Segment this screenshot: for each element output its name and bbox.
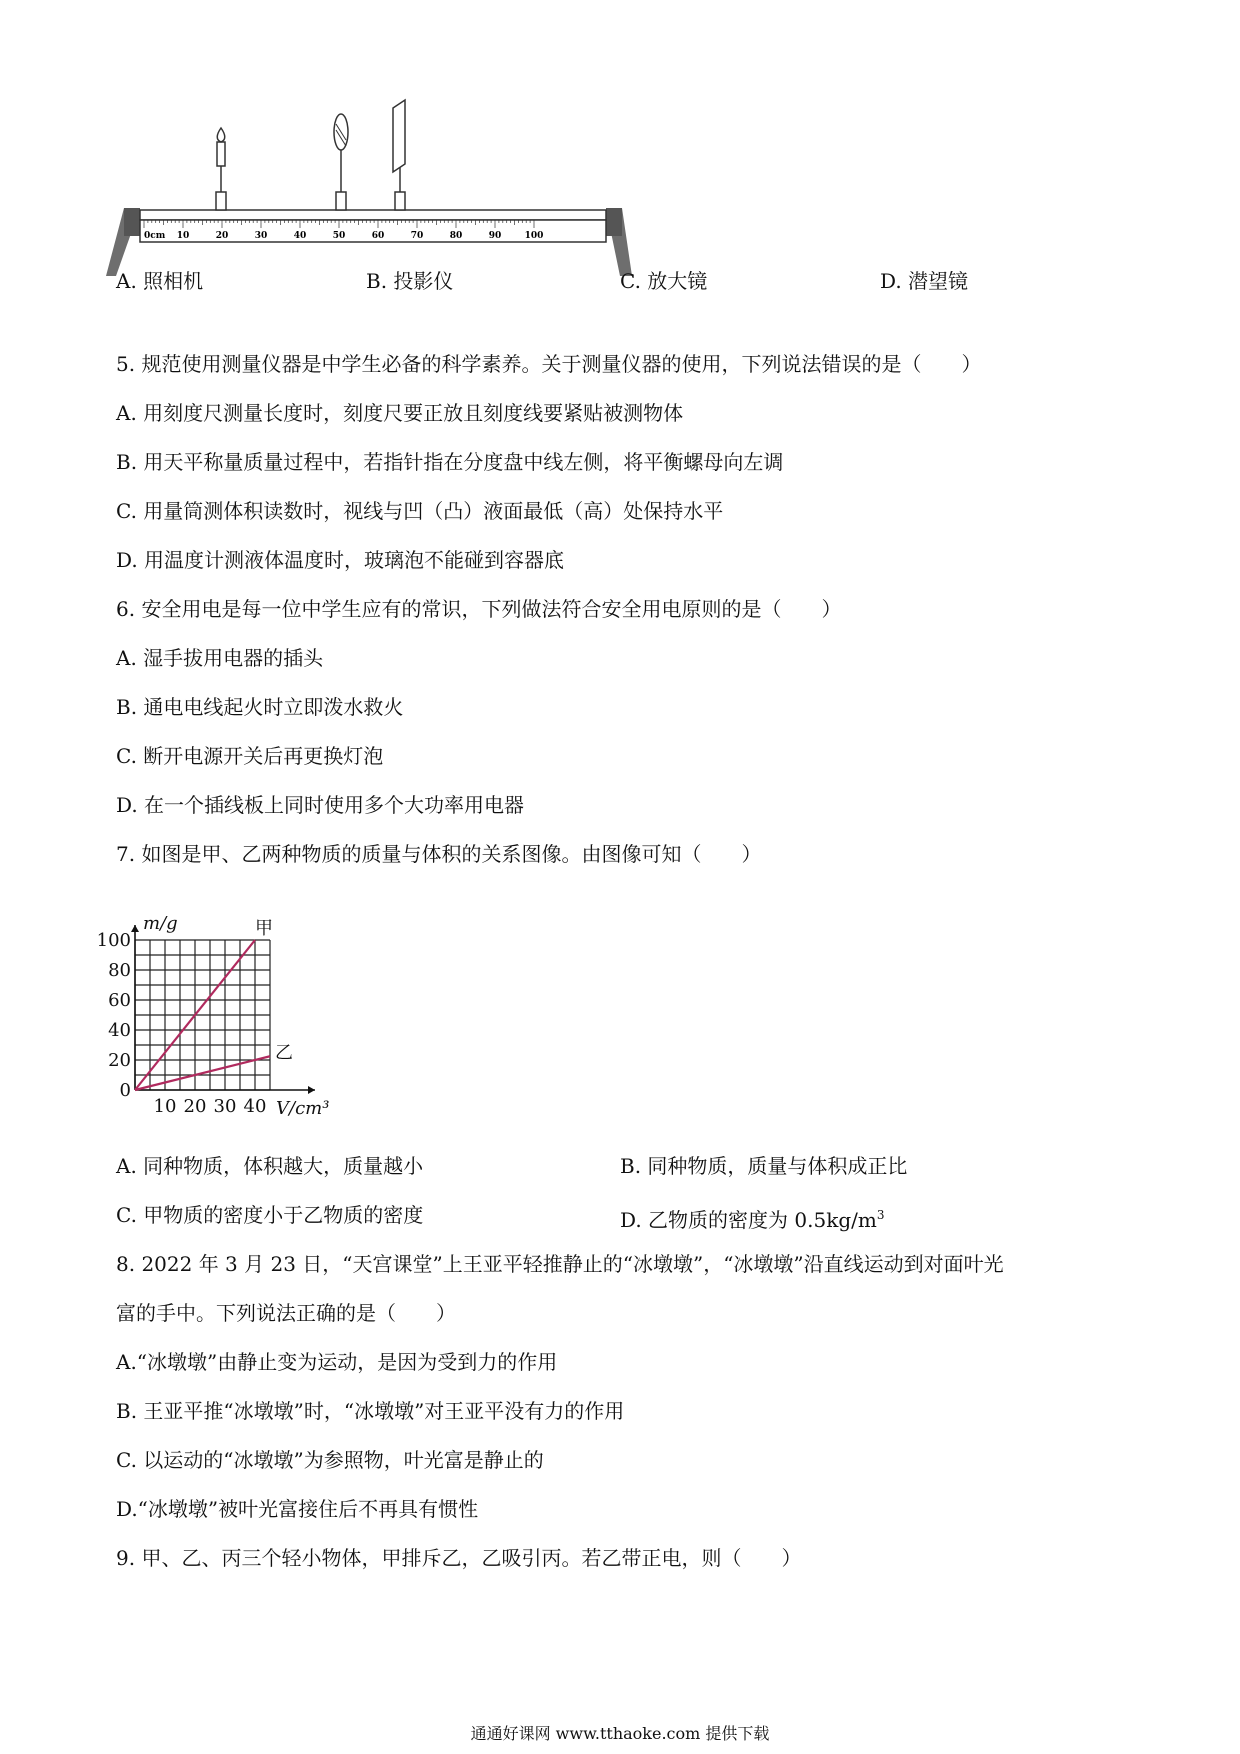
bench-left-end — [124, 208, 140, 236]
q6-stem: 6. 安全用电是每一位中学生应有的常识，下列做法符合安全用电原则的是（ ） — [116, 597, 842, 621]
ruler-tick-label: 30 — [254, 231, 268, 241]
q5-option-b[interactable]: B. 用天平称量质量过程中，若指针指在分度盘中线左侧，将平衡螺母向左调 — [116, 450, 784, 474]
q7-option-d-text: D. 乙物质的密度为 0.5kg/m — [620, 1208, 877, 1232]
q7-option-d-superscript: 3 — [876, 1208, 885, 1222]
x-tick-label: 30 — [213, 1096, 237, 1117]
q4-option-a[interactable]: A. 照相机 — [116, 269, 204, 293]
q6-option-a[interactable]: A. 湿手拔用电器的插头 — [116, 646, 324, 670]
ruler-tick-label: 60 — [371, 231, 385, 241]
y-tick-label: 40 — [108, 1020, 131, 1041]
y-axis-label: m/g — [143, 913, 178, 934]
bench-rail — [140, 210, 606, 220]
chart-grid — [135, 940, 270, 1090]
x-tick-label: 10 — [153, 1096, 177, 1117]
q7-option-c[interactable]: C. 甲物质的密度小于乙物质的密度 — [116, 1203, 424, 1227]
q4-option-d[interactable]: D. 潜望镜 — [880, 269, 969, 293]
y-tick-label: 80 — [108, 960, 131, 981]
optical-bench-figure — [110, 100, 670, 280]
q5-option-d[interactable]: D. 用温度计测液体温度时，玻璃泡不能碰到容器底 — [116, 548, 565, 572]
candle — [216, 128, 226, 210]
series-label-jia: 甲 — [255, 918, 273, 939]
x-axis-label: V/cm³ — [276, 1098, 330, 1119]
ruler-tick-label: 20 — [215, 231, 229, 241]
q5-stem: 5. 规范使用测量仪器是中学生必备的科学素养。关于测量仪器的使用，下列说法错误的是（ ） — [116, 352, 982, 376]
q8-option-b[interactable]: B. 王亚平推“冰墩墩”时，“冰墩墩”对王亚平没有力的作用 — [116, 1399, 625, 1423]
convex-lens — [334, 114, 348, 210]
y-tick-label: 60 — [108, 990, 131, 1011]
light-screen — [393, 100, 405, 210]
q8-option-c[interactable]: C. 以运动的“冰墩墩”为参照物，叶光富是静止的 — [116, 1448, 544, 1472]
series-label-yi: 乙 — [275, 1042, 293, 1064]
q8-option-d[interactable]: D.“冰墩墩”被叶光富接住后不再具有惯性 — [116, 1497, 479, 1521]
y-tick-label: 20 — [108, 1050, 131, 1071]
mass-volume-chart — [96, 895, 400, 1135]
ruler-tick-label: 90 — [488, 231, 502, 241]
x-axis-arrow — [308, 1086, 315, 1094]
q4-option-b[interactable]: B. 投影仪 — [366, 269, 454, 293]
ruler-tick-label: 70 — [410, 231, 424, 241]
q7-stem: 7. 如图是甲、乙两种物质的质量与体积的关系图像。由图像可知（ ） — [116, 842, 762, 866]
q5-option-a[interactable]: A. 用刻度尺测量长度时，刻度尺要正放且刻度线要紧贴被测物体 — [116, 401, 684, 425]
y-tick-label: 0 — [119, 1080, 131, 1101]
q7-option-b[interactable]: B. 同种物质，质量与体积成正比 — [620, 1154, 908, 1178]
q9-stem: 9. 甲、乙、丙三个轻小物体，甲排斥乙，乙吸引丙。若乙带正电，则（ ） — [116, 1546, 802, 1570]
ruler-tick-label: 40 — [293, 231, 307, 241]
q4-option-c[interactable]: C. 放大镜 — [620, 269, 708, 293]
q5-option-c[interactable]: C. 用量筒测体积读数时，视线与凹（凸）液面最低（高）处保持水平 — [116, 499, 724, 523]
q8-option-a[interactable]: A.“冰墩墩”由静止变为运动，是因为受到力的作用 — [116, 1350, 558, 1374]
q7-option-a[interactable]: A. 同种物质，体积越大，质量越小 — [116, 1154, 424, 1178]
ruler-unit-label: 0cm — [144, 231, 166, 241]
q7-option-d[interactable] — [620, 1201, 884, 1234]
bench-right-end — [606, 208, 622, 236]
x-tick-label: 20 — [183, 1096, 207, 1117]
q8-stem-line2: 富的手中。下列说法正确的是（ ） — [116, 1301, 456, 1325]
footer-text: 通通好课网 www.tthaoke.com 提供下载 — [470, 1724, 770, 1743]
ruler-tick-label: 80 — [449, 231, 463, 241]
ruler-tick-label: 100 — [524, 231, 544, 241]
y-axis-arrow — [131, 925, 139, 932]
q6-option-b[interactable]: B. 通电电线起火时立即泼水救火 — [116, 695, 404, 719]
x-tick-label: 40 — [243, 1096, 267, 1117]
q6-option-d[interactable]: D. 在一个插线板上同时使用多个大功率用电器 — [116, 793, 525, 817]
series-line-yi — [135, 1056, 270, 1090]
q6-option-c[interactable]: C. 断开电源开关后再更换灯泡 — [116, 744, 384, 768]
q8-stem-line1: 8. 2022 年 3 月 23 日，“天宫课堂”上王亚平轻推静止的“冰墩墩”，“冰墩墩”沿直线运动到对面叶光 — [116, 1252, 1004, 1276]
ruler-tick-label: 50 — [332, 231, 346, 241]
y-tick-label: 100 — [96, 930, 131, 951]
ruler-tick-label: 10 — [176, 231, 190, 241]
